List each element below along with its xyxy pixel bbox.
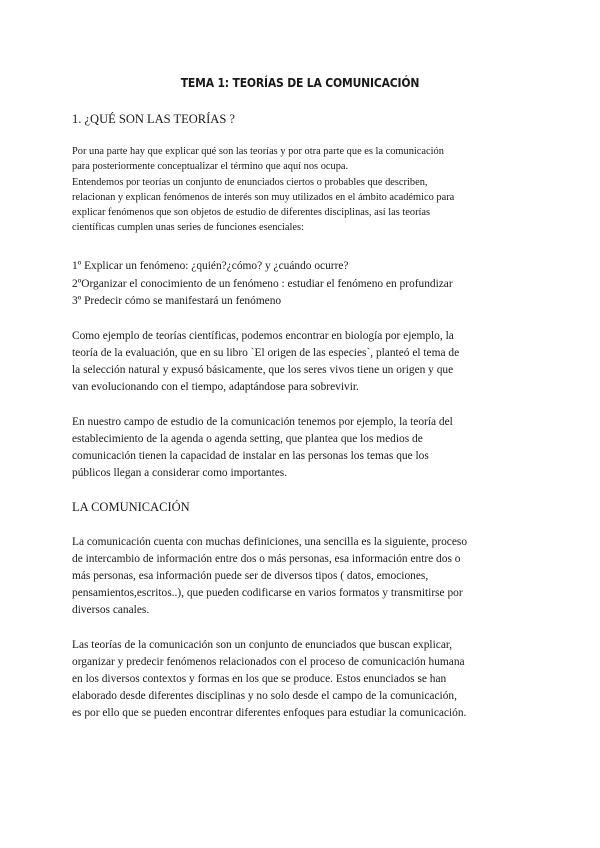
text-line: van evolucionando con el tiempo, adaptándose para sobrevivir. <box>72 380 359 393</box>
text-line: en los diversos contextos y formas en los que se produce. Estos enunciados se han <box>72 672 447 685</box>
text-line: para posteriormente conceptualizar el término que aquí nos ocupa. <box>72 161 349 173</box>
text-line: En nuestro campo de estudio de la comunicación tenemos por ejemplo, la teoría del <box>72 416 453 428</box>
text-line: Por una parte hay que explicar qué son las teorías y por otra parte que es la comunicación <box>72 146 444 157</box>
section-heading-theories: 1. ¿QUÉ SON LAS TEORÍAS ? <box>72 112 235 126</box>
text-line: La comunicación cuenta con muchas definiciones, una sencilla es la siguiente, proceso <box>72 536 468 548</box>
text-line: teoría de la evaluación, que en su libro `El origen de las especies`, planteó el tema de <box>72 346 460 359</box>
paragraph-example <box>72 328 542 396</box>
text-line: es por ello que se pueden encontrar diferentes enfoques para estudiar la comunicación. <box>72 706 467 719</box>
paragraph-definition <box>72 534 542 619</box>
document-title: TEMA 1: TEORÍAS DE LA COMUNICACIÓN <box>180 76 420 90</box>
text-line: científicas cumplen unas series de funciones esenciales: <box>72 222 304 234</box>
paragraph-intro <box>72 144 542 236</box>
function-item: 1º Explicar un fenómeno: ¿quién?¿cómo? y ¿cuándo ocurre? <box>72 260 349 272</box>
paragraph-agenda-setting <box>72 414 542 482</box>
text-line: de intercambio de información entre dos o más personas, esa información entre dos o <box>72 552 461 565</box>
text-line: Entendemos por teorías un conjunto de enunciados ciertos o probables que describen, <box>72 176 428 188</box>
function-item: 2ºOrganizar el conocimiento de un fenómeno : estudiar el fenómeno en profundizar <box>72 277 453 290</box>
text-line: relacionan y explican fenómenos de interés son muy utilizados en el ámbito académico para <box>72 191 455 203</box>
text-line: más personas, esa información puede ser de diversos tipos ( datos, emociones, <box>72 569 429 582</box>
section-heading-communication: LA COMUNICACIÓN <box>72 500 190 514</box>
text-line: la selección natural y expusó básicamente, que los seres vivos tiene un origen y que <box>72 363 454 376</box>
text-line: pensamientos,escritos..), que pueden codificarse en varios formatos y transmitirse por <box>72 586 463 599</box>
text-line: explicar fenómenos que son objetos de estudio de diferentes disciplinas, así las teorías <box>72 207 431 219</box>
text-line: establecimiento de la agenda o agenda setting, que plantea que los medios de <box>72 432 423 445</box>
text-line: elaborado desde diferentes disciplinas y no solo desde el campo de la comunicación, <box>72 689 457 702</box>
functions-list <box>72 258 542 311</box>
text-line: comunicación tienen la capacidad de instalar en las personas los temas que los <box>72 449 429 462</box>
text-line: Las teorías de la comunicación son un conjunto de enunciados que buscan explicar, <box>72 639 453 651</box>
text-line: organizar y predecir fenómenos relacionados con el proceso de comunicación humana <box>72 655 465 668</box>
text-line: públicos llegan a considerar como importantes. <box>72 466 288 479</box>
text-line: diversos canales. <box>72 603 150 616</box>
paragraph-communication-theories <box>72 637 542 722</box>
function-item: 3º Predecir cómo se manifestará un fenómeno <box>72 295 282 308</box>
text-line: Como ejemplo de teorías científicas, podemos encontrar en biología por ejemplo, la <box>72 330 454 342</box>
